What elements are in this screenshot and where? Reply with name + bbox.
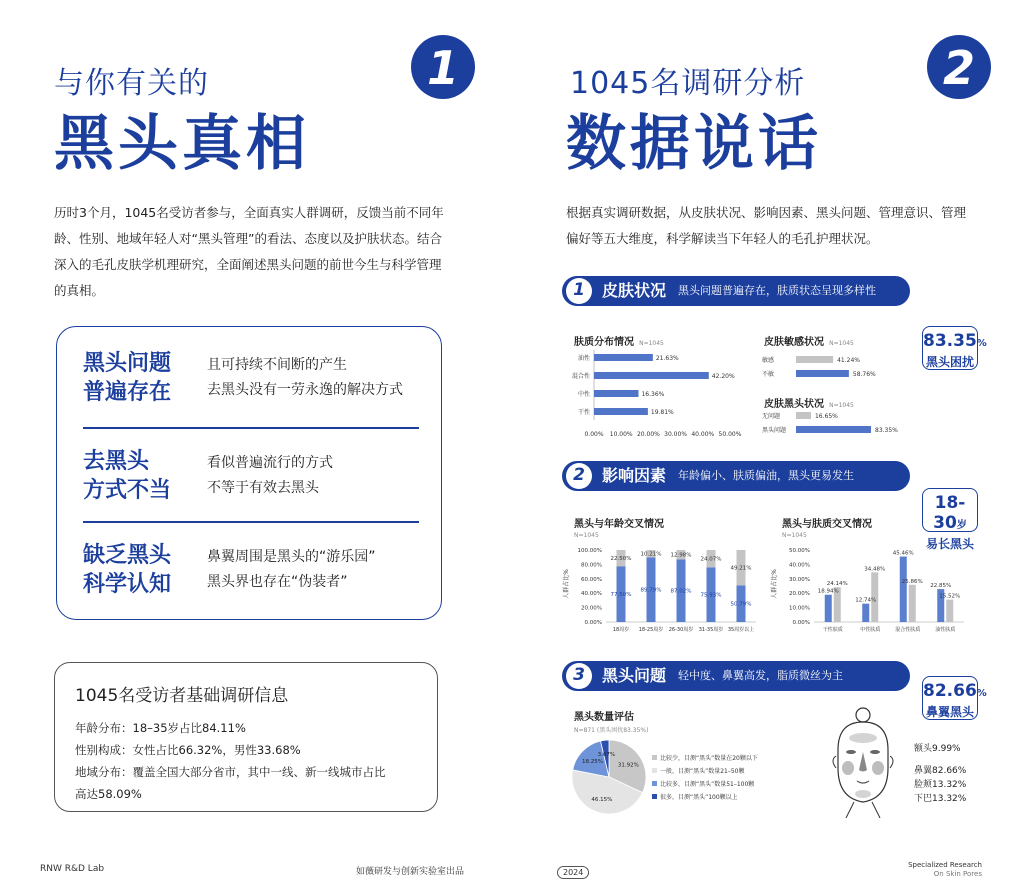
data-label: 18.94% — [817, 588, 839, 595]
face-illustration — [818, 706, 908, 818]
data-label: 87.02% — [670, 588, 692, 595]
right-title: 数据说话 — [566, 109, 822, 179]
info-title: 1045名受访者基础调研信息 — [75, 686, 289, 706]
tick-label: 0.00% — [792, 620, 810, 626]
nose-zone — [859, 752, 867, 772]
category-label: 敏感 — [762, 357, 775, 364]
chin-zone — [855, 790, 871, 798]
section-number: 2 — [566, 463, 592, 489]
category-label: 中性肤质 — [860, 627, 881, 633]
data-label: 19.81% — [650, 409, 674, 416]
stat-badge-3: 82.66% 鼻翼黑头 — [922, 676, 978, 720]
section-title: 皮肤状况 — [602, 281, 667, 300]
category-label: 31-35周岁 — [698, 627, 724, 633]
area-label: 脸颊13.32% — [914, 780, 967, 790]
tick-label: 100.00% — [577, 548, 602, 554]
data-label: 21.63% — [655, 355, 679, 362]
truth-desc-1: 且可持续不间断的产生 去黑头没有一劳永逸的解决方式 — [207, 357, 403, 398]
tick-label: 40.00% — [789, 562, 810, 569]
section-desc: 黑头问题普遍存在，肤质状态呈现多样性 — [678, 284, 876, 297]
chart-skin-cross — [770, 540, 970, 642]
info-line: 高达58.09% — [75, 787, 142, 801]
pie-legend-item: 比较少，目测“黑头”数量在20颗以下 — [652, 752, 772, 765]
category-label: 18周岁 — [612, 627, 630, 633]
y-axis-label: 人群占比% — [563, 569, 570, 599]
section-number: 3 — [566, 663, 592, 689]
pie-legend-item: 比较多，目测“黑头”数量51–100颗 — [652, 778, 772, 791]
area-label: 额头9.99% — [914, 744, 961, 754]
area-label: 鼻翼82.66% — [914, 766, 967, 776]
bar — [796, 370, 849, 377]
footer-lab: RNW R&D Lab — [40, 864, 105, 874]
info-line: 年龄分布：18–35岁占比84.11% — [75, 721, 246, 735]
tick-label: 20.00% — [789, 591, 810, 598]
category-label: 混合性 — [571, 373, 590, 380]
data-label: 25.86% — [901, 578, 923, 585]
tick-label: 30.00% — [789, 576, 810, 583]
chart-count-pie — [570, 738, 648, 816]
tick-label: 80.00% — [581, 562, 602, 569]
section-desc: 年龄偏小、肤质偏油，黑头更易发生 — [678, 469, 854, 482]
bar — [796, 426, 871, 433]
info-card — [54, 662, 438, 812]
y-axis-label: 人群占比% — [771, 569, 778, 599]
category-label: 干性 — [577, 409, 590, 416]
category-label: 油性肤质 — [935, 627, 956, 633]
data-label: 18.25% — [581, 759, 603, 766]
tick-label: 0.00% — [584, 620, 602, 626]
category-label: 中性 — [577, 391, 590, 398]
category-label: 混合性肤质 — [895, 627, 921, 633]
footer-page-number: 2024 — [557, 866, 589, 879]
tick-label: 20.00% — [636, 431, 660, 438]
chart-count-title: 黑头数量评估 N=871 (黑头困扰83.35%) — [574, 712, 649, 734]
cheek-zone — [842, 761, 854, 775]
chart-blackhead-status-title: 皮肤黑头状况 N=1045 — [764, 399, 854, 410]
bar — [796, 412, 811, 419]
category-label: 油性 — [577, 355, 590, 362]
category-label: 26-30周岁 — [668, 627, 694, 633]
data-label: 3.67% — [597, 752, 616, 759]
truth-heading-1: 黑头问题 普遍存在 — [83, 351, 172, 405]
bar — [594, 390, 638, 397]
data-label: 50.79% — [730, 601, 752, 608]
info-lines — [75, 717, 425, 805]
category-label: 不敏 — [762, 371, 775, 378]
tick-label: 10.00% — [789, 605, 810, 612]
data-label: 12.98% — [670, 552, 692, 559]
category-label: 干性肤质 — [822, 627, 843, 633]
badge-one-number: 1 — [426, 41, 460, 95]
data-label: 42.20% — [711, 373, 735, 380]
left-subtitle: 与你有关的 — [54, 66, 209, 101]
stat-label: 鼻翼黑头 — [925, 705, 974, 719]
tick-label: 0.00% — [584, 431, 604, 438]
section-title: 黑头问题 — [602, 666, 667, 685]
chart-skin-type — [560, 348, 750, 440]
tick-label: 10.00% — [609, 431, 633, 438]
data-label: 10.21% — [640, 551, 662, 558]
forehead-zone — [849, 733, 877, 743]
bar — [862, 604, 869, 622]
chart-blackhead-status — [760, 410, 930, 440]
tick-label: 40.00% — [581, 591, 602, 598]
cheek-zone — [872, 761, 884, 775]
truth-desc-2: 看似普遍流行的方式 不等于有效去黑头 — [207, 455, 333, 496]
bar — [900, 557, 907, 622]
footer-producer: 如薇研发与创新实验室出品 — [356, 867, 465, 877]
stat-value: 82.66 — [923, 681, 977, 701]
section-title: 影响因素 — [602, 466, 667, 485]
section-one-badge — [410, 34, 476, 100]
data-label: 46.15% — [591, 796, 613, 803]
data-label: 24.14% — [826, 581, 848, 588]
category-label: 无问题 — [762, 413, 781, 420]
data-label: 58.76% — [852, 371, 876, 378]
data-label: 16.36% — [641, 391, 665, 398]
truth-heading-2: 去黑头 方式不当 — [83, 449, 172, 503]
section-pill-2 — [562, 461, 910, 491]
footer-tagline: Specialized Research On Skin Pores — [908, 861, 982, 878]
tick-label: 20.00% — [581, 605, 602, 612]
right-intro: 根据真实调研数据，从皮肤状况、影响因素、黑头问题、管理意识、管理 偏好等五大维度，科学解读当下年轻人的毛孔护理状况。 — [566, 205, 967, 246]
left-title: 黑头真相 — [54, 109, 310, 179]
chart-sensitivity — [760, 354, 920, 386]
section-two-badge — [926, 34, 992, 100]
section-desc: 轻中度、鼻翼高发，脂质微丝为主 — [678, 669, 843, 682]
bar — [594, 408, 648, 415]
data-label: 22.50% — [610, 556, 632, 563]
divider — [83, 427, 419, 429]
data-label: 83.35% — [875, 427, 898, 434]
face-area-labels — [914, 742, 966, 806]
data-label: 24.07% — [700, 556, 722, 563]
tick-label: 50.00% — [789, 548, 810, 554]
section-pill-3 — [562, 661, 910, 691]
stat-badge-1: 83.35% 黑头困扰 — [922, 326, 978, 370]
category-label: 35周岁以上 — [727, 627, 755, 633]
section-number: 1 — [566, 278, 592, 304]
left-intro: 历时3个月，1045名受访者参与，全面真实人群调研，反馈当前不同年龄、性别、地域年轻人对“黑头管理”的看法、态度以及护肤状态。结合深入的毛孔皮肤学机理研究，全面阐述黑头问题的前世今生与科学管理的真相。 — [54, 205, 444, 298]
data-label: 31.92% — [617, 762, 639, 769]
tick-label: 50.00% — [718, 431, 742, 438]
divider — [83, 521, 419, 523]
info-line: 性别构成：女性占比66.32%，男性33.68% — [75, 743, 301, 757]
tick-label: 30.00% — [664, 431, 688, 438]
data-label: 12.74% — [855, 597, 877, 604]
bar — [594, 354, 653, 361]
bar — [825, 595, 832, 622]
tick-label: 40.00% — [691, 431, 715, 438]
pie-legend-item: 很多，目测“黑头”100颗以上 — [652, 791, 772, 804]
bar — [594, 372, 709, 379]
stat-label: 黑头困扰 — [925, 355, 974, 369]
truth-desc-3: 鼻翼周围是黑头的“游乐园” 黑头界也存在“伪装者” — [207, 549, 376, 590]
data-label: 15.52% — [939, 593, 961, 600]
chart-sensitivity-title: 皮肤敏感状况 N=1045 — [764, 337, 854, 348]
data-label: 77.50% — [610, 592, 632, 599]
chart-age-title: 黑头与年龄交叉情况 N=1045 — [574, 519, 664, 539]
tick-label: 60.00% — [581, 576, 602, 583]
chart-age-cross — [562, 540, 764, 642]
stat-value: 83.35 — [923, 331, 977, 351]
data-label: 16.65% — [814, 413, 838, 420]
category-label: 黑头问题 — [762, 427, 787, 434]
data-label: 22.85% — [930, 583, 952, 590]
stat-label: 易长黑头 — [925, 537, 974, 551]
truth-card — [56, 326, 442, 620]
badge-two-number: 2 — [942, 41, 976, 95]
stat-value: 18-30 — [933, 493, 966, 533]
bar — [946, 600, 953, 622]
bar — [796, 356, 833, 363]
area-label: 下巴13.32% — [914, 794, 967, 804]
data-label: 34.48% — [864, 566, 886, 573]
chart-skin-cross-title: 黑头与肤质交叉情况 N=1045 — [782, 519, 872, 539]
category-label: 18-25周岁 — [638, 627, 664, 633]
chart-skin-type-title: 肤质分布情况 N=1045 — [574, 337, 664, 348]
stat-badge-2: 18-30岁 易长黑头 — [922, 488, 978, 532]
right-subtitle: 1045名调研分析 — [570, 66, 806, 101]
pie-legend-item: 一般，目测“黑头”数量21–50颗 — [652, 765, 772, 778]
data-label: 89.79% — [640, 587, 662, 594]
section-pill-1 — [562, 276, 910, 306]
bar — [909, 585, 916, 622]
truth-heading-3: 缺乏黑头 科学认知 — [83, 543, 172, 597]
info-line: 地域分布：覆盖全国大部分省市，其中一线、新一线城市占比 — [75, 765, 386, 779]
data-label: 49.21% — [730, 565, 752, 572]
pie-legend — [652, 752, 772, 804]
data-label: 41.24% — [837, 357, 861, 364]
data-label: 75.93% — [700, 592, 722, 599]
data-label: 45.46% — [892, 550, 914, 557]
